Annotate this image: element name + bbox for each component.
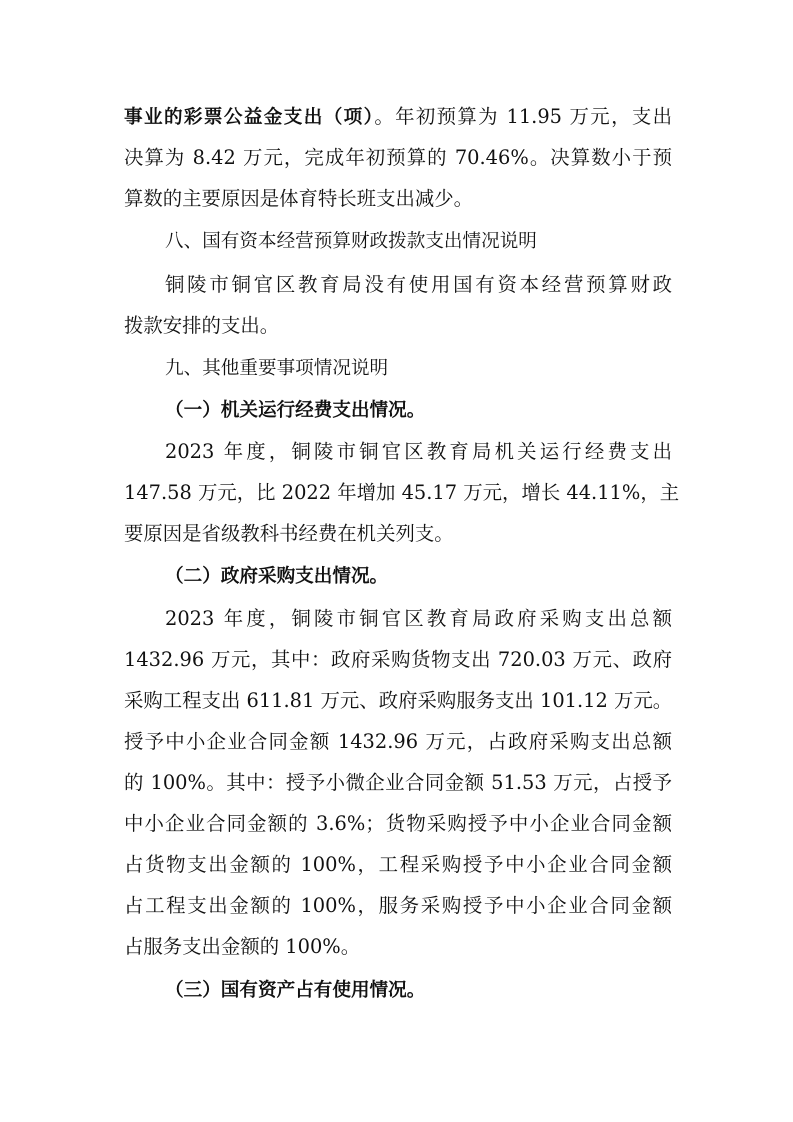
paragraph-line: 1432.96 万元，其中：政府采购货物支出 720.03 万元、政府: [124, 648, 672, 671]
paragraph-line: 授予中小企业合同金额 1432.96 万元，占政府采购支出总额: [124, 730, 672, 753]
paragraph-line: 占服务支出金额的 100%。: [124, 935, 361, 958]
paragraph-line: 决算为 8.42 万元，完成年初预算的 70.46%。决算数小于预: [124, 146, 672, 169]
paragraph-line: 中小企业合同金额的 3.6%；货物采购授予中小企业合同金额: [124, 812, 672, 835]
paragraph-line: 2023 年度，铜陵市铜官区教育局政府采购支出总额: [165, 607, 672, 630]
section-9-heading: 九、其他重要事项情况说明: [165, 358, 389, 379]
text-span: 。年初预算为 11.95 万元，支出: [374, 105, 672, 128]
paragraph-line: 拨款安排的支出。: [124, 314, 280, 337]
lottery-fund-label: 事业的彩票公益金支出（项）: [124, 107, 375, 128]
paragraph-line: 的 100%。其中：授予小微企业合同金额 51.53 万元，占授予: [124, 771, 672, 794]
paragraph-line: 算数的主要原因是体育特长班支出减少。: [124, 187, 474, 210]
paragraph-line: 铜陵市铜官区教育局没有使用国有资本经营预算财政: [165, 273, 672, 296]
section-8-heading: 八、国有资本经营预算财政拨款支出情况说明: [165, 231, 537, 252]
paragraph-line: 占工程支出金额的 100%，服务采购授予中小企业合同金额: [124, 894, 672, 917]
subsection-2-title: （二）政府采购支出情况。: [165, 566, 389, 587]
paragraph-line: 采购工程支出 611.81 万元、政府采购服务支出 101.12 万元。: [124, 689, 673, 712]
paragraph-line: 2023 年度，铜陵市铜官区教育局机关运行经费支出: [165, 440, 672, 463]
paragraph-line: 147.58 万元，比 2022 年增加 45.17 万元，增长 44.11%，主: [124, 481, 680, 504]
subsection-3-title: （三）国有资产占有使用情况。: [165, 980, 426, 1001]
subsection-1-title: （一）机关运行经费支出情况。: [165, 400, 426, 421]
paragraph-line: 占货物支出金额的 100%，工程采购授予中小企业合同金额: [124, 853, 672, 876]
paragraph-line: 要原因是省级教科书经费在机关列支。: [124, 522, 454, 545]
paragraph-line: [124, 102, 672, 132]
